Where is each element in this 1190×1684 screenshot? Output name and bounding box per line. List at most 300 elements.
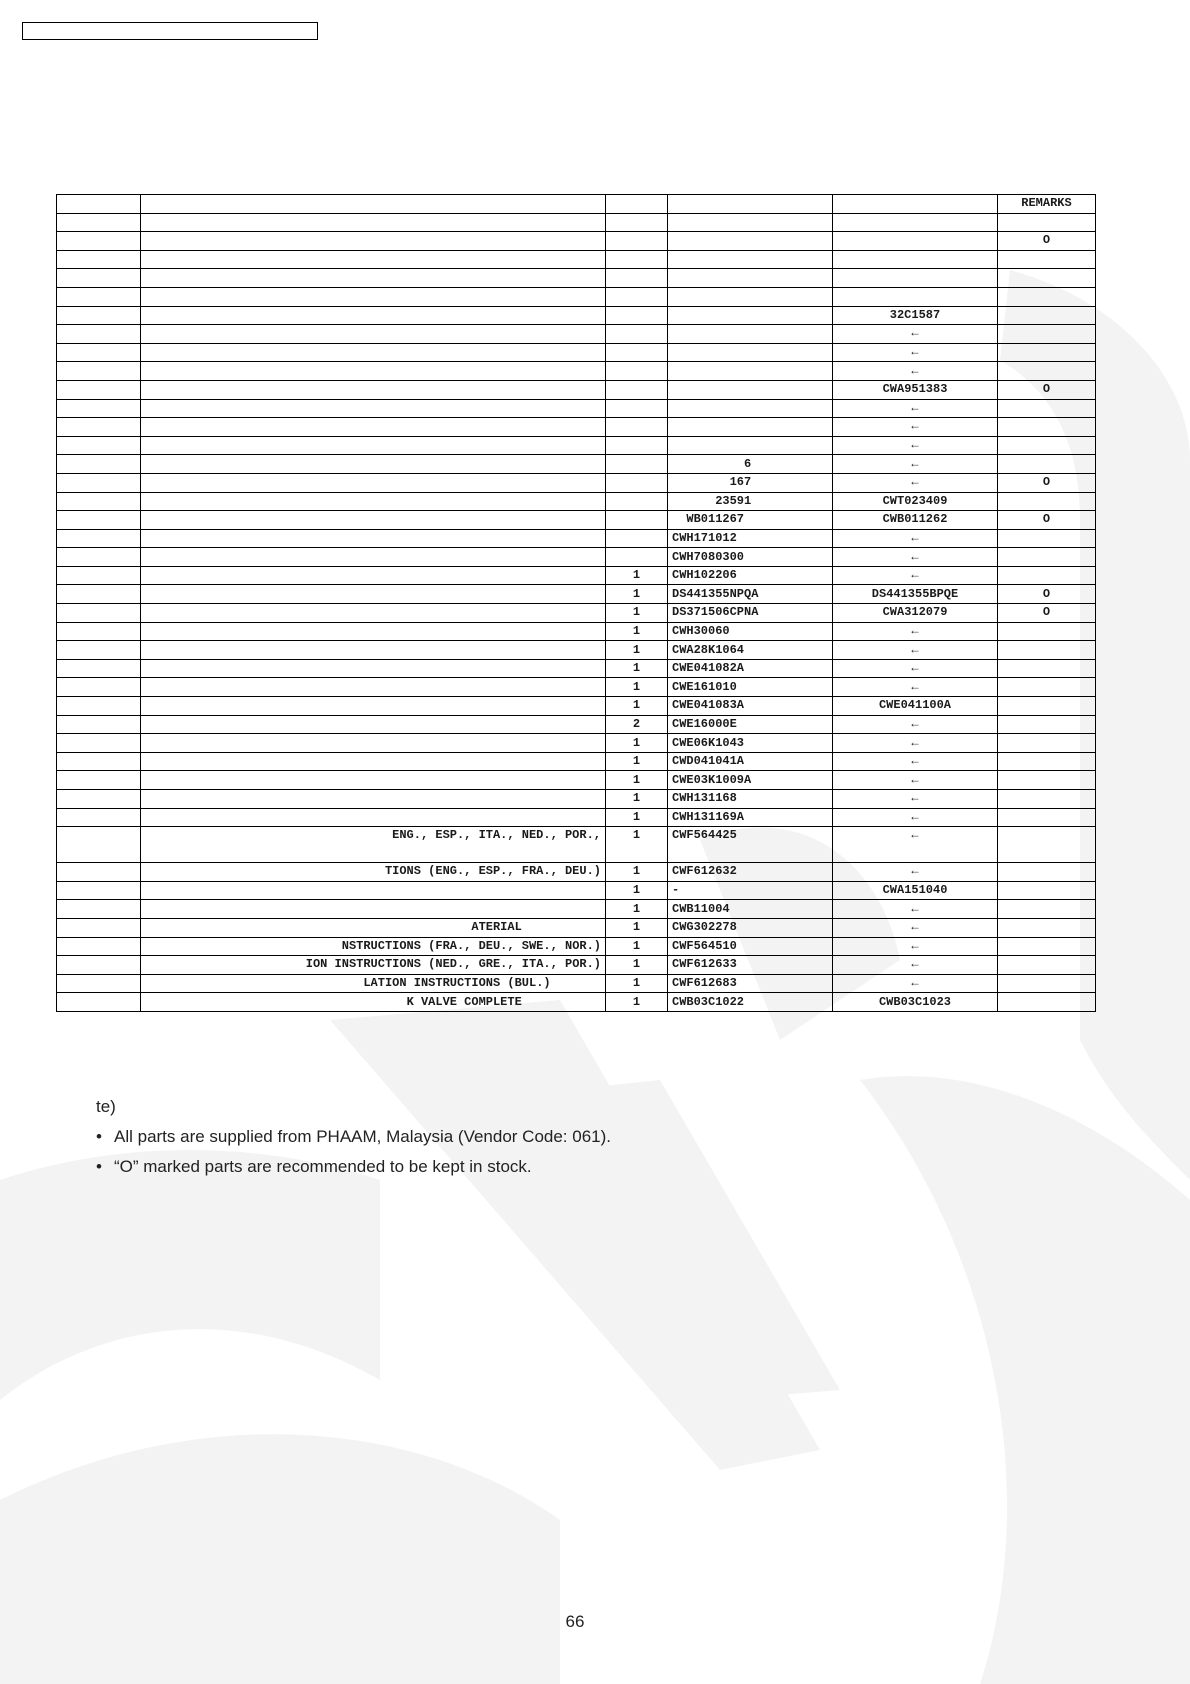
part-no-cell xyxy=(668,325,833,344)
ref-cell xyxy=(57,473,141,492)
ref-cell xyxy=(57,827,141,863)
description-cell xyxy=(141,529,606,548)
part-no-alt-cell: CWA312079 xyxy=(833,604,998,623)
ref-cell xyxy=(57,900,141,919)
remarks-cell xyxy=(998,399,1096,418)
remarks-cell xyxy=(998,827,1096,863)
part-no-cell: CWE03K1009A xyxy=(668,771,833,790)
ref-cell xyxy=(57,808,141,827)
ref-cell xyxy=(57,622,141,641)
qty-cell: 2 xyxy=(606,715,668,734)
table-row xyxy=(57,641,1096,660)
part-no-alt-cell: ← xyxy=(833,808,998,827)
qty-cell xyxy=(606,250,668,269)
part-no-cell: CWF612633 xyxy=(668,956,833,975)
ref-cell xyxy=(57,734,141,753)
remarks-cell: O xyxy=(998,380,1096,399)
table-row xyxy=(57,659,1096,678)
ref-cell xyxy=(57,325,141,344)
table-row xyxy=(57,548,1096,567)
part-no-alt-cell: ← xyxy=(833,863,998,882)
remarks-cell xyxy=(998,918,1096,937)
description-cell xyxy=(141,548,606,567)
remarks-cell xyxy=(998,659,1096,678)
qty-cell: 1 xyxy=(606,659,668,678)
ref-cell xyxy=(57,697,141,716)
description-cell xyxy=(141,269,606,288)
qty-cell xyxy=(606,380,668,399)
ref-cell xyxy=(57,287,141,306)
table-row xyxy=(57,900,1096,919)
part-no-cell: CWF612632 xyxy=(668,863,833,882)
part-no-cell xyxy=(668,418,833,437)
table-row xyxy=(57,529,1096,548)
part-no-cell: CWH7080300 xyxy=(668,548,833,567)
remarks-cell xyxy=(998,529,1096,548)
part-no-cell: DS371506CPNA xyxy=(668,604,833,623)
part-no-cell: 167 xyxy=(668,473,833,492)
qty-cell xyxy=(606,473,668,492)
part-no-alt-cell: DS441355BPQE xyxy=(833,585,998,604)
part-no-cell: CWB03C1022 xyxy=(668,993,833,1012)
part-no-alt-cell: ← xyxy=(833,418,998,437)
part-no-alt-cell: CWE041100A xyxy=(833,697,998,716)
note-item xyxy=(96,1152,611,1182)
header-cell-qty xyxy=(606,195,668,214)
part-no-cell: CWE06K1043 xyxy=(668,734,833,753)
remarks-cell xyxy=(998,993,1096,1012)
part-no-cell: CWH30060 xyxy=(668,622,833,641)
table-row xyxy=(57,306,1096,325)
table-row xyxy=(57,436,1096,455)
remarks-cell xyxy=(998,808,1096,827)
qty-cell: 1 xyxy=(606,956,668,975)
remarks-cell xyxy=(998,566,1096,585)
qty-cell xyxy=(606,362,668,381)
description-cell xyxy=(141,455,606,474)
ref-cell xyxy=(57,566,141,585)
part-no-cell: CWE16000E xyxy=(668,715,833,734)
ref-cell xyxy=(57,771,141,790)
header-box xyxy=(22,22,318,40)
part-no-alt-cell: CWA151040 xyxy=(833,881,998,900)
qty-cell: 1 xyxy=(606,678,668,697)
ref-cell xyxy=(57,511,141,530)
remarks-cell xyxy=(998,362,1096,381)
table-row xyxy=(57,715,1096,734)
description-cell xyxy=(141,343,606,362)
table-row xyxy=(57,343,1096,362)
description-cell xyxy=(141,380,606,399)
part-no-alt-cell: ← xyxy=(833,436,998,455)
part-no-alt-cell: ← xyxy=(833,325,998,344)
notes-title: te) xyxy=(96,1097,116,1116)
remarks-cell xyxy=(998,436,1096,455)
part-no-alt-cell: ← xyxy=(833,900,998,919)
description-cell xyxy=(141,492,606,511)
description-cell xyxy=(141,900,606,919)
ref-cell xyxy=(57,790,141,809)
remarks-cell xyxy=(998,250,1096,269)
part-no-cell xyxy=(668,343,833,362)
qty-cell: 1 xyxy=(606,585,668,604)
remarks-cell xyxy=(998,863,1096,882)
table-row xyxy=(57,827,1096,863)
qty-cell: 1 xyxy=(606,790,668,809)
part-no-cell: CWH102206 xyxy=(668,566,833,585)
qty-cell: 1 xyxy=(606,641,668,660)
part-no-alt-cell: CWA951383 xyxy=(833,380,998,399)
part-no-alt-cell: ← xyxy=(833,343,998,362)
description-cell: K VALVE COMPLETE xyxy=(141,993,606,1012)
remarks-cell xyxy=(998,956,1096,975)
description-cell xyxy=(141,659,606,678)
part-no-cell: - xyxy=(668,881,833,900)
qty-cell xyxy=(606,232,668,251)
part-no-cell: CWH131169A xyxy=(668,808,833,827)
ref-cell xyxy=(57,881,141,900)
table-row xyxy=(57,566,1096,585)
description-cell xyxy=(141,511,606,530)
table-row xyxy=(57,604,1096,623)
qty-cell: 1 xyxy=(606,937,668,956)
header-cell-part-no xyxy=(668,195,833,214)
ref-cell xyxy=(57,659,141,678)
description-cell xyxy=(141,287,606,306)
bullet-icon: • xyxy=(96,1127,102,1146)
qty-cell: 1 xyxy=(606,566,668,585)
qty-cell xyxy=(606,325,668,344)
qty-cell xyxy=(606,306,668,325)
part-no-cell: CWE041083A xyxy=(668,697,833,716)
remarks-cell: O xyxy=(998,232,1096,251)
part-no-cell xyxy=(668,232,833,251)
description-cell: ION INSTRUCTIONS (NED., GRE., ITA., POR.) xyxy=(141,956,606,975)
ref-cell xyxy=(57,715,141,734)
remarks-cell xyxy=(998,492,1096,511)
remarks-cell xyxy=(998,455,1096,474)
part-no-alt-cell: ← xyxy=(833,918,998,937)
description-cell xyxy=(141,325,606,344)
table-row xyxy=(57,863,1096,882)
ref-cell xyxy=(57,380,141,399)
remarks-cell: O xyxy=(998,585,1096,604)
part-no-cell xyxy=(668,213,833,232)
table-row xyxy=(57,287,1096,306)
part-no-cell: CWH171012 xyxy=(668,529,833,548)
ref-cell xyxy=(57,585,141,604)
description-cell xyxy=(141,678,606,697)
part-no-cell: CWF612683 xyxy=(668,974,833,993)
table-row xyxy=(57,250,1096,269)
qty-cell xyxy=(606,343,668,362)
ref-cell xyxy=(57,213,141,232)
table-row xyxy=(57,956,1096,975)
table-row xyxy=(57,734,1096,753)
description-cell xyxy=(141,473,606,492)
table-row xyxy=(57,213,1096,232)
ref-cell xyxy=(57,362,141,381)
description-cell xyxy=(141,752,606,771)
part-no-alt-cell: ← xyxy=(833,790,998,809)
part-no-alt-cell: ← xyxy=(833,659,998,678)
qty-cell: 1 xyxy=(606,863,668,882)
ref-cell xyxy=(57,529,141,548)
part-no-cell xyxy=(668,287,833,306)
ref-cell xyxy=(57,418,141,437)
ref-cell xyxy=(57,937,141,956)
description-cell xyxy=(141,585,606,604)
part-no-alt-cell: 32C1587 xyxy=(833,306,998,325)
table-row xyxy=(57,918,1096,937)
qty-cell: 1 xyxy=(606,881,668,900)
remarks-cell xyxy=(998,734,1096,753)
qty-cell: 1 xyxy=(606,918,668,937)
part-no-cell xyxy=(668,250,833,269)
ref-cell xyxy=(57,492,141,511)
part-no-cell: CWB11004 xyxy=(668,900,833,919)
part-no-alt-cell xyxy=(833,269,998,288)
part-no-alt-cell xyxy=(833,213,998,232)
description-cell xyxy=(141,808,606,827)
part-no-cell: CWH131168 xyxy=(668,790,833,809)
remarks-cell: O xyxy=(998,511,1096,530)
description-cell xyxy=(141,622,606,641)
part-no-cell: WB011267 xyxy=(668,511,833,530)
table-row xyxy=(57,511,1096,530)
description-cell xyxy=(141,715,606,734)
part-no-alt-cell: ← xyxy=(833,455,998,474)
remarks-cell xyxy=(998,418,1096,437)
qty-cell: 1 xyxy=(606,604,668,623)
qty-cell: 1 xyxy=(606,697,668,716)
remarks-cell xyxy=(998,715,1096,734)
table-row xyxy=(57,269,1096,288)
table-row xyxy=(57,622,1096,641)
table-row xyxy=(57,881,1096,900)
ref-cell xyxy=(57,993,141,1012)
description-cell xyxy=(141,697,606,716)
parts-table xyxy=(56,194,1096,1012)
ref-cell xyxy=(57,436,141,455)
ref-cell xyxy=(57,548,141,567)
table-row xyxy=(57,678,1096,697)
qty-cell xyxy=(606,492,668,511)
remarks-cell xyxy=(998,287,1096,306)
remarks-cell: O xyxy=(998,473,1096,492)
description-cell: LATION INSTRUCTIONS (BUL.) xyxy=(141,974,606,993)
part-no-cell: CWA28K1064 xyxy=(668,641,833,660)
ref-cell xyxy=(57,604,141,623)
ref-cell xyxy=(57,343,141,362)
ref-cell xyxy=(57,232,141,251)
remarks-cell xyxy=(998,641,1096,660)
qty-cell: 1 xyxy=(606,974,668,993)
qty-cell: 1 xyxy=(606,734,668,753)
table-row xyxy=(57,380,1096,399)
qty-cell: 1 xyxy=(606,900,668,919)
ref-cell xyxy=(57,863,141,882)
ref-cell xyxy=(57,678,141,697)
table-row xyxy=(57,473,1096,492)
part-no-alt-cell: ← xyxy=(833,715,998,734)
qty-cell xyxy=(606,529,668,548)
description-cell: ATERIAL xyxy=(141,918,606,937)
bullet-icon: • xyxy=(96,1157,102,1176)
part-no-alt-cell: ← xyxy=(833,678,998,697)
part-no-cell: CWF564510 xyxy=(668,937,833,956)
part-no-alt-cell: ← xyxy=(833,827,998,863)
part-no-alt-cell: ← xyxy=(833,937,998,956)
table-row xyxy=(57,974,1096,993)
remarks-cell xyxy=(998,622,1096,641)
remarks-cell xyxy=(998,343,1096,362)
description-cell xyxy=(141,566,606,585)
part-no-alt-cell xyxy=(833,287,998,306)
table-row xyxy=(57,325,1096,344)
part-no-cell: CWE041082A xyxy=(668,659,833,678)
remarks-cell xyxy=(998,697,1096,716)
remarks-cell xyxy=(998,213,1096,232)
table-row xyxy=(57,362,1096,381)
part-no-cell xyxy=(668,436,833,455)
part-no-cell: CWF564425 xyxy=(668,827,833,863)
description-cell: ENG., ESP., ITA., NED., POR., xyxy=(141,827,606,863)
ref-cell xyxy=(57,752,141,771)
description-cell xyxy=(141,604,606,623)
page-number: 66 xyxy=(565,1612,585,1631)
part-no-alt-cell: ← xyxy=(833,734,998,753)
description-cell xyxy=(141,790,606,809)
description-cell xyxy=(141,734,606,753)
description-cell xyxy=(141,418,606,437)
part-no-cell xyxy=(668,306,833,325)
qty-cell: 1 xyxy=(606,622,668,641)
note-text: “O” marked parts are recommended to be kept in stock. xyxy=(114,1157,532,1176)
qty-cell xyxy=(606,213,668,232)
remarks-cell xyxy=(998,881,1096,900)
part-no-alt-cell: ← xyxy=(833,956,998,975)
qty-cell xyxy=(606,399,668,418)
description-cell xyxy=(141,771,606,790)
table-row xyxy=(57,418,1096,437)
table-header-row xyxy=(57,195,1096,214)
description-cell xyxy=(141,399,606,418)
qty-cell xyxy=(606,436,668,455)
remarks-cell xyxy=(998,790,1096,809)
part-no-alt-cell: ← xyxy=(833,566,998,585)
table-row xyxy=(57,585,1096,604)
qty-cell xyxy=(606,269,668,288)
table-row xyxy=(57,697,1096,716)
part-no-alt-cell: ← xyxy=(833,622,998,641)
table-row xyxy=(57,790,1096,809)
qty-cell xyxy=(606,455,668,474)
qty-cell xyxy=(606,287,668,306)
header-cell-remarks: REMARKS xyxy=(998,195,1096,214)
ref-cell xyxy=(57,250,141,269)
part-no-alt-cell: ← xyxy=(833,771,998,790)
part-no-alt-cell: CWB03C1023 xyxy=(833,993,998,1012)
table-row xyxy=(57,752,1096,771)
part-no-alt-cell: CWT023409 xyxy=(833,492,998,511)
remarks-cell xyxy=(998,900,1096,919)
part-no-cell xyxy=(668,399,833,418)
ref-cell xyxy=(57,269,141,288)
part-no-alt-cell: ← xyxy=(833,399,998,418)
table-row xyxy=(57,492,1096,511)
part-no-cell: 23591 xyxy=(668,492,833,511)
remarks-cell xyxy=(998,548,1096,567)
qty-cell: 1 xyxy=(606,808,668,827)
part-no-cell xyxy=(668,362,833,381)
part-no-alt-cell: ← xyxy=(833,641,998,660)
note-item xyxy=(96,1122,611,1152)
description-cell xyxy=(141,232,606,251)
qty-cell xyxy=(606,418,668,437)
remarks-cell xyxy=(998,752,1096,771)
remarks-cell xyxy=(998,771,1096,790)
ref-cell xyxy=(57,399,141,418)
part-no-cell xyxy=(668,269,833,288)
part-no-cell xyxy=(668,380,833,399)
ref-cell xyxy=(57,956,141,975)
qty-cell: 1 xyxy=(606,993,668,1012)
remarks-cell: O xyxy=(998,604,1096,623)
ref-cell xyxy=(57,306,141,325)
part-no-cell: CWD041041A xyxy=(668,752,833,771)
part-no-cell: DS441355NPQA xyxy=(668,585,833,604)
remarks-cell xyxy=(998,937,1096,956)
qty-cell: 1 xyxy=(606,771,668,790)
qty-cell xyxy=(606,511,668,530)
part-no-alt-cell: ← xyxy=(833,473,998,492)
part-no-alt-cell: CWB011262 xyxy=(833,511,998,530)
header-cell-description xyxy=(141,195,606,214)
remarks-cell xyxy=(998,306,1096,325)
table-row xyxy=(57,808,1096,827)
table-row xyxy=(57,937,1096,956)
part-no-alt-cell: ← xyxy=(833,362,998,381)
part-no-alt-cell: ← xyxy=(833,752,998,771)
part-no-cell: CWG302278 xyxy=(668,918,833,937)
part-no-alt-cell: ← xyxy=(833,529,998,548)
description-cell xyxy=(141,881,606,900)
description-cell: TIONS (ENG., ESP., FRA., DEU.) xyxy=(141,863,606,882)
part-no-cell: 6 xyxy=(668,455,833,474)
qty-cell: 1 xyxy=(606,752,668,771)
qty-cell: 1 xyxy=(606,827,668,863)
header-cell-ref xyxy=(57,195,141,214)
description-cell xyxy=(141,362,606,381)
ref-cell xyxy=(57,974,141,993)
description-cell xyxy=(141,250,606,269)
table-row xyxy=(57,455,1096,474)
table-row xyxy=(57,232,1096,251)
ref-cell xyxy=(57,918,141,937)
ref-cell xyxy=(57,455,141,474)
remarks-cell xyxy=(998,974,1096,993)
part-no-alt-cell: ← xyxy=(833,974,998,993)
description-cell xyxy=(141,306,606,325)
part-no-alt-cell: ← xyxy=(833,548,998,567)
table-row xyxy=(57,993,1096,1012)
description-cell xyxy=(141,641,606,660)
header-cell-part-no-alt xyxy=(833,195,998,214)
ref-cell xyxy=(57,641,141,660)
table-row xyxy=(57,399,1096,418)
part-no-alt-cell xyxy=(833,250,998,269)
